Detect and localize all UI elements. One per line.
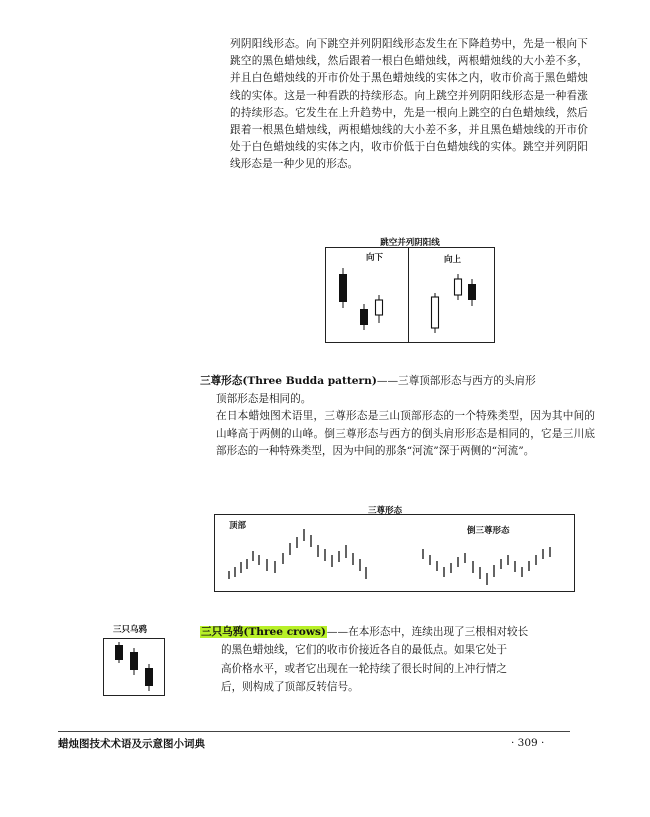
three-budda-bars — [215, 515, 574, 591]
entry-term: 三尊形态(Three Budda pattern) — [200, 375, 377, 387]
three-crows-figure — [103, 638, 165, 696]
white-candle-tall — [432, 293, 439, 333]
entry-line-3: 高价格水平，或者它出现在一轮持续了很长时间的上冲行情之 — [221, 662, 508, 675]
white-candle-gap-up — [455, 274, 462, 300]
three-budda-figure — [214, 514, 575, 592]
figure-frame — [325, 247, 495, 343]
crow-candle-1 — [115, 642, 123, 663]
three-crows-entry — [200, 623, 590, 697]
pattern-description-paragraph: 列阴阳线形态。向下跳空并列阴阳线形态发生在下降趋势中，先是一根向下跳空的黑色蜡烛线，然后跟着一根白色蜡烛线，两根蜡烛线的大小差不多，并且白色蜡烛线的开市价处于黑色蜡烛线的实体之内，收市价高于黑色蜡烛线的实体。这是一种看跌的持续形态。向上跳空并列阴阳线形态是一种看涨的持续形态。它发生在上升趋势中，先是一根向上跳空的白色蜡烛线，然后跟着一根黑色蜡烛线，两根蜡烛线的大小差不多，并且黑色蜡烛线的开市价处于白色蜡烛线的实体之内，收市价低于白色蜡烛线的实体。跳空并列阴阳线形态是一种少见的形态。 — [230, 38, 588, 171]
figure-title: 跳空并列阴阳线 — [380, 238, 440, 248]
crow-candle-3 — [145, 664, 153, 691]
entry-explanation: 在日本蜡烛图术语里，三尊形态是三山顶部形态的一个特殊类型，因为其中间的山峰高于两侧的山峰。倒三尊形态与西方的倒头肩形形态是相同的，它是三川底部形态的一种特殊类型，因为中间的那条“河流”深于两侧的“河流”。 — [216, 410, 595, 458]
three-crows-figure-title: 三只乌鸦 — [113, 625, 148, 635]
entry-definition-continued: 顶部形态是相同的。 — [216, 392, 312, 405]
downside-label: 向下 — [366, 253, 384, 263]
top-label: 顶部 — [229, 521, 247, 531]
book-title: 蜡烛图技术术语及示意图小词典 — [58, 738, 205, 750]
entry-definition-start: ——三尊顶部形态与西方的头肩形 — [376, 375, 536, 387]
three-budda-figure-title: 三尊形态 — [368, 506, 403, 516]
figure1-candles — [326, 248, 494, 342]
black-candle-gap-down — [360, 304, 368, 330]
three-budda-entry — [200, 373, 595, 461]
crow-candle-2 — [130, 648, 138, 675]
entry-definition-start: ——在本形态中，连续出现了三根相对较长 — [326, 626, 529, 638]
entry-line-4: 后，则构成了顶部反转信号。 — [221, 681, 359, 694]
gap-side-by-side-figure — [325, 236, 495, 344]
entry-term-highlighted: 三只乌鸦(Three crows) — [201, 626, 326, 638]
entry-head-line — [200, 373, 595, 391]
inverted-three-budda-label: 倒三尊形态 — [467, 526, 510, 536]
three-crows-candles — [104, 639, 164, 695]
upside-label: 向上 — [444, 255, 462, 265]
entry-line-2: 的黑色蜡烛线，它们的收市价接近各自的最低点。如果它处于 — [221, 644, 508, 657]
black-candle-side-by-side — [468, 279, 476, 306]
white-candle-side-by-side — [376, 295, 383, 323]
entry-head-line — [200, 626, 528, 638]
page-number: · 309 · — [511, 737, 545, 749]
footer-divider — [58, 731, 570, 732]
black-candle-tall — [339, 268, 347, 308]
